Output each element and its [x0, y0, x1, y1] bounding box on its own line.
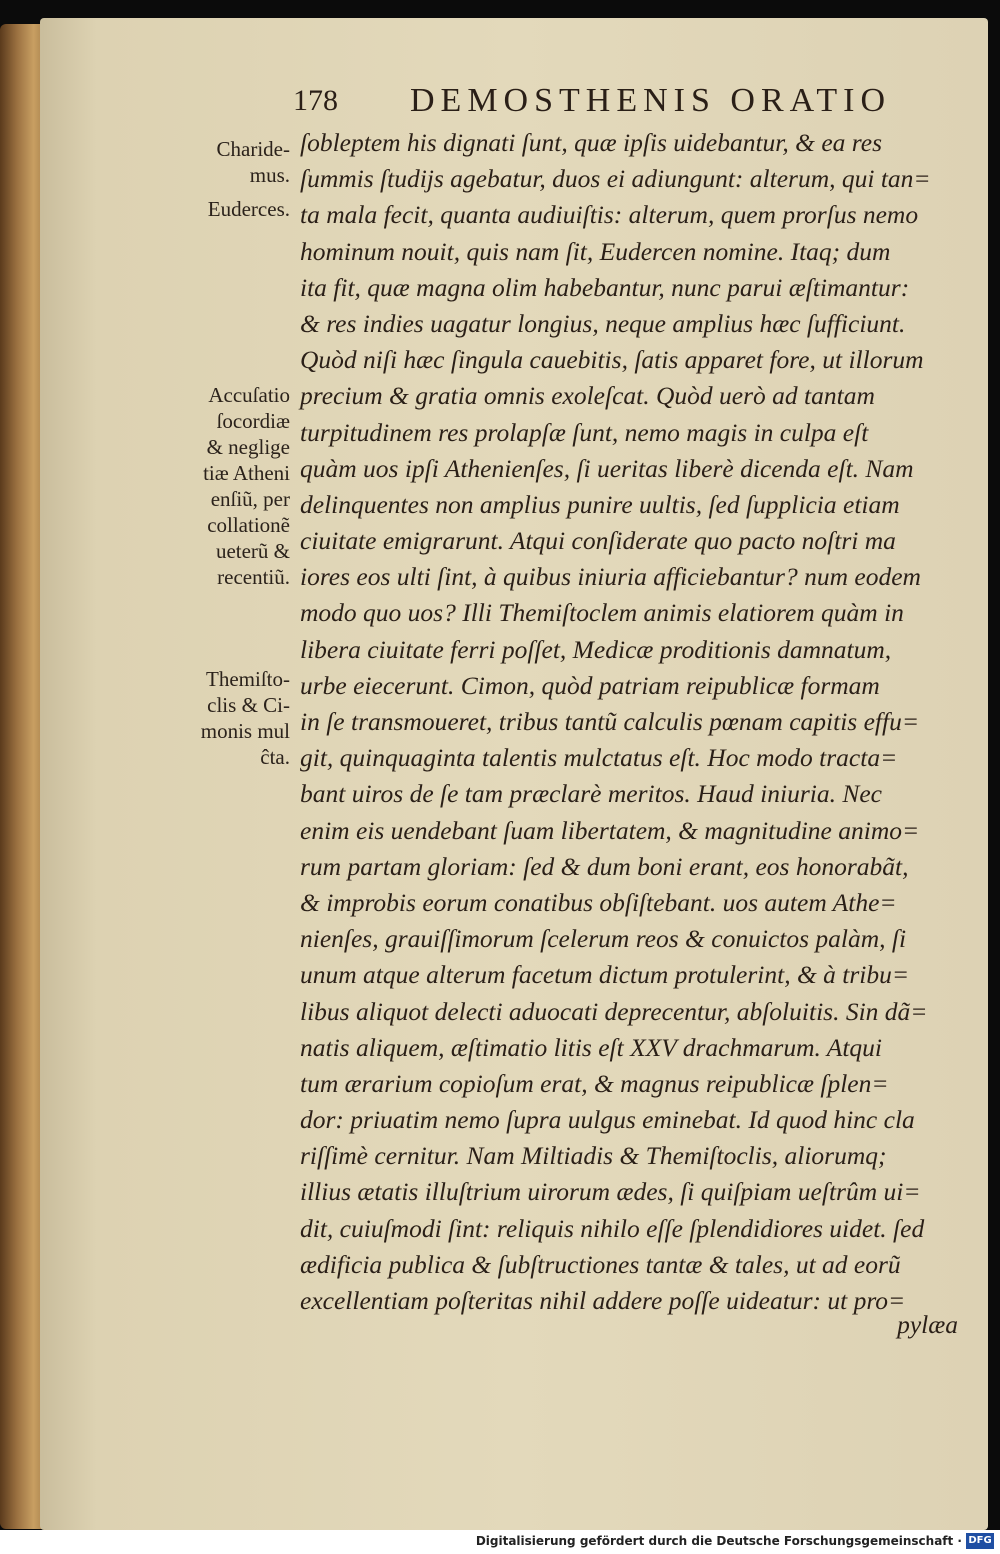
text-line: ciuitate emigrarunt. Atqui conſiderate quo pacto noſtri ma	[300, 526, 896, 556]
text-line: & res indies uagatur longius, neque amplius hæc ſufficiunt.	[300, 308, 906, 338]
text-line: unum atque alterum facetum dictum protulerint, & à tribu=	[300, 960, 910, 990]
text-line: dor: priuatim nemo ſupra uulgus eminebat. Id quod hinc cla	[300, 1105, 915, 1135]
text-line: Quòd niſi hæc ſingula cauebitis, ſatis apparet fore, ut illorum	[300, 345, 924, 375]
margin-note-line: collationẽ	[207, 513, 290, 537]
text-line: enim eis uendebant ſuam libertatem, & magnitudine animo=	[300, 815, 920, 845]
text-line: hominum nouit, quis nam ſit, Eudercen nomine. Itaq; dum	[300, 236, 891, 266]
dfg-logo: DFG	[966, 1533, 994, 1549]
margin-note-line: ſocordiæ	[216, 409, 290, 433]
text-line: git, quinquaginta talentis mulctatus eſt. Hoc modo tracta=	[300, 743, 898, 773]
margin-note-line: Themiſto-	[206, 667, 290, 691]
margin-note-line: ueterũ &	[215, 539, 290, 563]
margin-note-line: monis mul	[200, 719, 290, 743]
margin-note-themistocles	[155, 666, 290, 770]
text-line: ædificia publica & ſubſtructiones tantæ & tales, ut ad eorũ	[300, 1249, 901, 1279]
page-number: 178	[293, 84, 338, 117]
margin-note-line: Charide-	[216, 137, 290, 161]
catchword: pylæa	[897, 1310, 958, 1339]
text-line: iores eos ulti ſint, à quibus iniuria afficiebantur? num eodem	[300, 562, 921, 592]
margin-note-line: Accuſatio	[208, 383, 290, 407]
text-line: & improbis eorum conatibus obſiſtebant. uos autem Athe=	[300, 887, 897, 917]
text-line: illius ætatis illuſtrium uirorum ædes, ſi quiſpiam ueſtrûm ui=	[300, 1177, 921, 1207]
funding-credit: Digitalisierung gefördert durch die Deutsche Forschungsgemeinschaft ·	[475, 1534, 962, 1548]
margin-note-line: recentiũ.	[217, 565, 290, 589]
margin-note-line: enſiũ, per	[210, 487, 290, 511]
running-title: DEMOSTHENIS ORATIO	[410, 82, 892, 119]
margin-note-line: ĉta.	[260, 745, 290, 769]
text-line: riſſimè cernitur. Nam Miltiadis & Themiſtoclis, aliorumq;	[300, 1141, 887, 1171]
text-line: bant uiros de ſe tam præclarè meritos. Haud iniuria. Nec	[300, 779, 882, 809]
text-line: natis aliquem, æſtimatio litis eſt XXV drachmarum. Atqui	[300, 1032, 883, 1062]
text-line: ſobleptem his dignati ſunt, quæ ipſis uidebantur, & ea res	[300, 128, 883, 157]
text-line: nienſes, grauiſſimorum ſcelerum reos & conuictos palàm, ſi	[300, 924, 907, 954]
text-line: excellentiam poſteritas nihil addere poſſe uideatur: ut pro=	[300, 1286, 906, 1315]
text-line: quàm uos ipſi Athenienſes, ſi ueritas liberè dicenda eſt. Nam	[300, 453, 914, 483]
margin-note-line: tiæ Atheni	[203, 461, 290, 485]
text-line: tum ærarium copioſum erat, & magnus reipublicæ ſplen=	[300, 1068, 889, 1098]
text-line: delinquentes non amplius punire uultis, ſed ſupplicia etiam	[300, 489, 900, 519]
margin-note-euderces	[155, 196, 290, 222]
text-line: modo quo uos? Illi Themiſtoclem animis elatiorem quàm in	[300, 598, 904, 628]
running-head	[0, 82, 1000, 122]
margin-note-charidemus	[155, 136, 290, 188]
text-line: rum partam gloriam: ſed & dum boni erant, eos honorabãt,	[300, 851, 909, 881]
margin-note-line: & neglige	[206, 435, 290, 459]
text-line: libus aliquot delecti aduocati deprecentur, abſoluitis. Sin dã=	[300, 996, 928, 1026]
text-line: dit, cuiuſmodi ſint: reliquis nihilo eſſe ſplendidiores uidet. ſed	[300, 1213, 925, 1243]
text-line: libera ciuitate ferri poſſet, Medicæ proditionis damnatum,	[300, 634, 892, 664]
margin-note-line: Euderces.	[207, 197, 290, 221]
text-line: ſummis ſtudijs agebatur, duos ei adiungunt: alterum, qui tan=	[300, 164, 931, 194]
text-line: turpitudinem res prolapſæ ſunt, nemo magis in culpa eſt	[300, 417, 869, 447]
margin-note-line: mus.	[249, 163, 290, 187]
text-line: in ſe transmoueret, tribus tantũ calculis pœnam capitis effu=	[300, 707, 920, 736]
text-line: ita fit, quæ magna olim habebantur, nunc parui æſtimantur:	[300, 272, 910, 302]
margin-note-accusatio	[155, 382, 290, 590]
margin-note-line: clis & Ci-	[207, 693, 290, 717]
text-line: ta mala fecit, quanta audiuiſtis: alterum, quem prorſus nemo	[300, 200, 919, 230]
footer-bar	[0, 1530, 1000, 1554]
text-line: urbe eiecerunt. Cimon, quòd patriam reipublicæ formam	[300, 670, 880, 700]
body-text	[300, 125, 960, 1319]
text-line: precium & gratia omnis exoleſcat. Quòd uerò ad tantam	[300, 381, 875, 411]
